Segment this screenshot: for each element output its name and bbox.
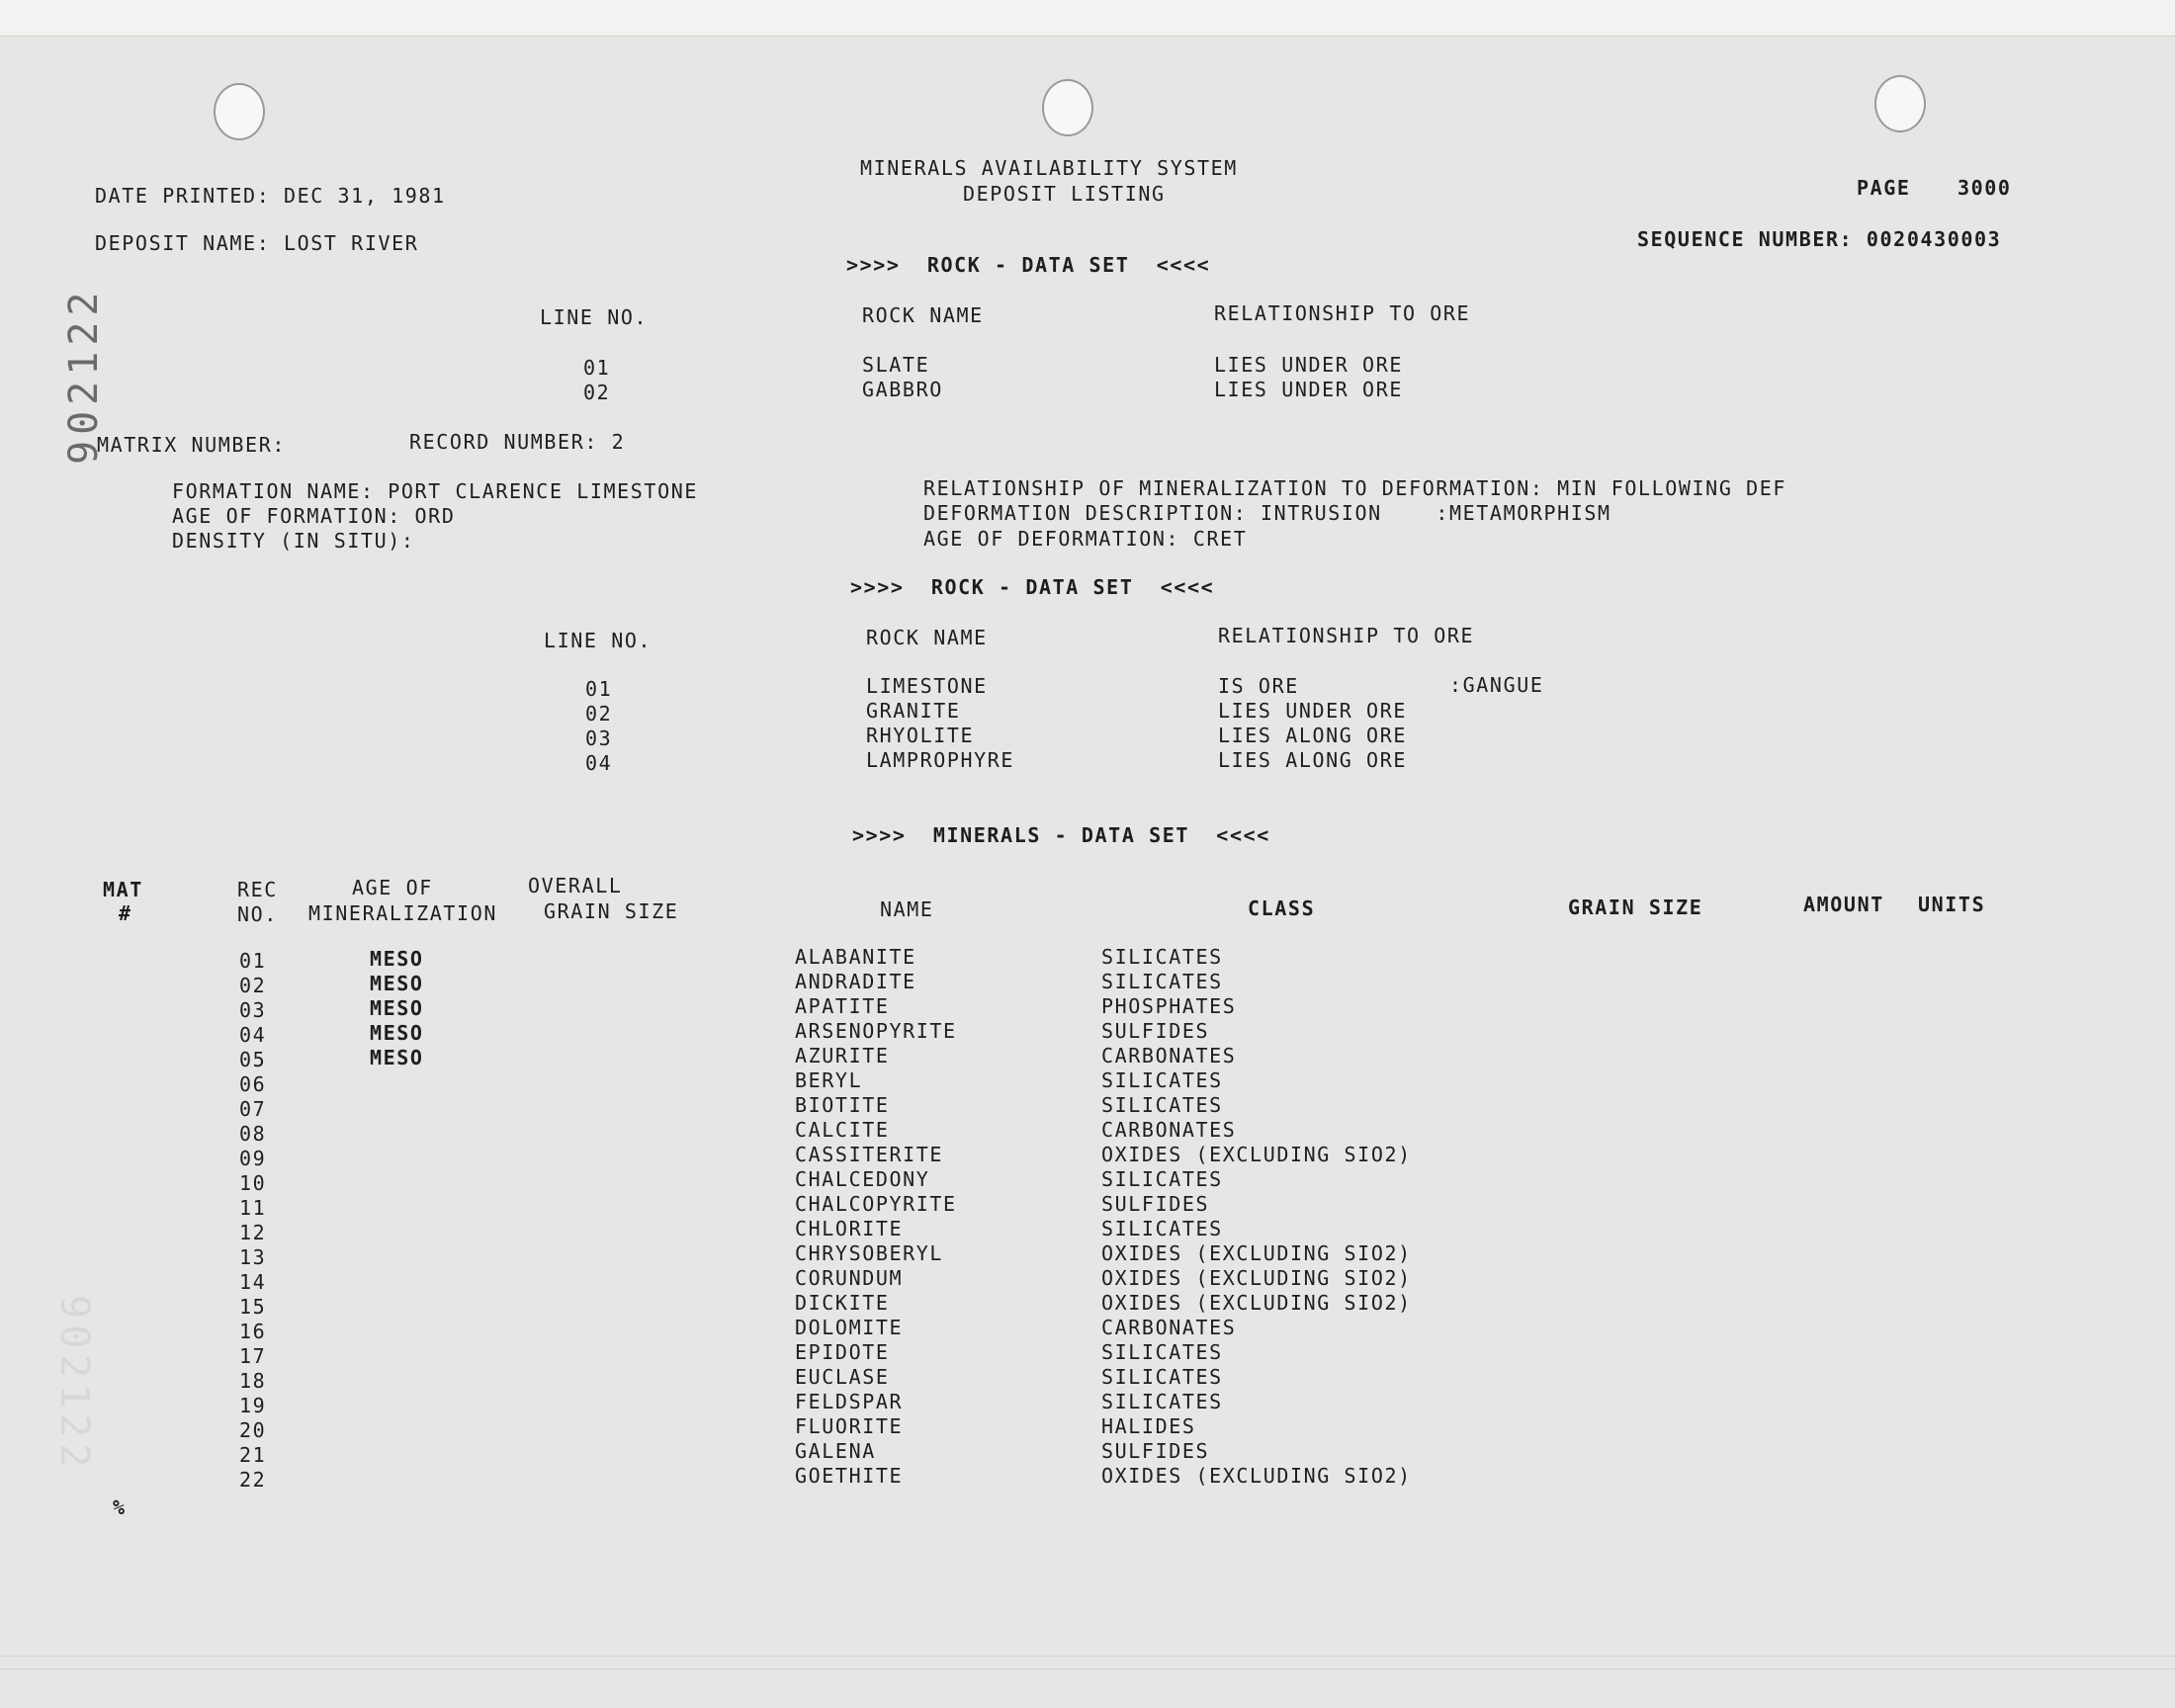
side-stamp: 902122 <box>61 286 107 465</box>
col-units: UNITS <box>1918 893 1986 916</box>
deformation-description: DEFORMATION DESCRIPTION: INTRUSION :METAMORPHISM <box>923 501 1611 525</box>
col-mat-hash: # <box>119 901 132 925</box>
mineral-class: SILICATES <box>1101 1167 1223 1191</box>
mineral-rec: 06 <box>239 1072 267 1096</box>
mineral-rec: 16 <box>239 1320 267 1343</box>
mineral-age <box>370 1219 424 1243</box>
mineral-name: ALABANITE <box>795 945 916 969</box>
mineral-name: ANDRADITE <box>795 970 916 993</box>
mineral-class: OXIDES (EXCLUDING SIO2) <box>1101 1241 1412 1265</box>
mineral-age <box>370 1243 424 1268</box>
mineral-rec: 18 <box>239 1369 267 1393</box>
rock-name: SLATE <box>862 353 930 377</box>
footer-mark: % <box>113 1495 127 1519</box>
mineral-rec: 03 <box>239 998 267 1022</box>
mineral-name: APATITE <box>795 994 890 1018</box>
mineral-class: SILICATES <box>1101 1068 1223 1092</box>
mineral-age <box>370 1293 424 1318</box>
mineral-class: SULFIDES <box>1101 1439 1210 1463</box>
name-column <box>795 945 957 1489</box>
mineral-rec: 22 <box>239 1468 267 1492</box>
mineral-rec: 19 <box>239 1394 267 1417</box>
col-class: CLASS <box>1248 897 1316 920</box>
mineral-age: MESO <box>370 1021 424 1045</box>
col-line-no: LINE NO. <box>544 629 652 652</box>
deposit-name: DEPOSIT NAME: LOST RIVER <box>95 231 419 255</box>
fold-line <box>0 1656 2175 1657</box>
rock-set-title: >>>> ROCK - DATA SET <<<< <box>850 575 1215 599</box>
rock-line: 02 <box>585 702 613 726</box>
mineral-class: SULFIDES <box>1101 1192 1210 1216</box>
mineral-name: DICKITE <box>795 1291 890 1315</box>
mineral-class: SILICATES <box>1101 970 1223 993</box>
rock-name: LIMESTONE <box>866 674 988 698</box>
mineral-age <box>370 1342 424 1367</box>
mineral-name: CORUNDUM <box>795 1266 904 1290</box>
mineral-name: ARSENOPYRITE <box>795 1019 957 1043</box>
mineral-name: CHALCEDONY <box>795 1167 930 1191</box>
mineral-class: SILICATES <box>1101 1217 1223 1240</box>
rock-relationship: LIES ALONG ORE <box>1218 724 1407 747</box>
rock-line: 01 <box>585 677 613 701</box>
mineral-name: BIOTITE <box>795 1093 890 1117</box>
col-rock-name: ROCK NAME <box>866 626 988 649</box>
mineral-rec: 05 <box>239 1048 267 1071</box>
mineral-age <box>370 1318 424 1342</box>
mineral-class: OXIDES (EXCLUDING SIO2) <box>1101 1143 1412 1166</box>
density: DENSITY (IN SITU): <box>172 529 415 553</box>
mineral-class: OXIDES (EXCLUDING SIO2) <box>1101 1291 1412 1315</box>
rock-relationship: IS ORE <box>1218 674 1299 698</box>
mineral-rec: 02 <box>239 974 267 997</box>
rock-relationship-extra: :GANGUE <box>1449 673 1544 697</box>
mineral-age <box>370 1169 424 1194</box>
mineral-class: HALIDES <box>1101 1414 1196 1438</box>
mineral-name: AZURITE <box>795 1044 890 1068</box>
mineral-name: CHALCOPYRITE <box>795 1192 957 1216</box>
sequence-number: SEQUENCE NUMBER: 0020430003 <box>1637 227 2002 251</box>
mineral-age <box>370 1070 424 1095</box>
col-age: AGE OF <box>352 876 433 899</box>
mineral-rec: 13 <box>239 1245 267 1269</box>
rock-line: 01 <box>583 356 611 380</box>
mineral-rec: 11 <box>239 1196 267 1220</box>
formation-name: FORMATION NAME: PORT CLARENCE LIMESTONE <box>172 479 698 503</box>
mineral-name: GOETHITE <box>795 1464 904 1488</box>
mineral-rec: 04 <box>239 1023 267 1047</box>
mineral-age: MESO <box>370 947 424 971</box>
fold-line <box>0 1668 2175 1669</box>
mineral-name: FLUORITE <box>795 1414 904 1438</box>
page-label: PAGE <box>1857 176 1911 200</box>
mineral-age <box>370 1120 424 1145</box>
mineral-rec: 17 <box>239 1344 267 1368</box>
rock-name: LAMPROPHYRE <box>866 748 1015 772</box>
mineral-class: CARBONATES <box>1101 1118 1237 1142</box>
system-title: MINERALS AVAILABILITY SYSTEM <box>860 156 1238 180</box>
mineral-rec: 21 <box>239 1443 267 1467</box>
mineral-age <box>370 1095 424 1120</box>
mineral-age: MESO <box>370 1046 424 1069</box>
rock-name: RHYOLITE <box>866 724 975 747</box>
mineral-rec: 14 <box>239 1270 267 1294</box>
binder-hole <box>1042 79 1093 136</box>
ghost-stamp: 902122 <box>51 1295 97 1474</box>
age-of-deformation: AGE OF DEFORMATION: CRET <box>923 527 1248 551</box>
listing-title: DEPOSIT LISTING <box>963 182 1166 206</box>
rock-relationship: LIES UNDER ORE <box>1214 378 1403 401</box>
mineral-class: SILICATES <box>1101 945 1223 969</box>
mineralization-relationship: RELATIONSHIP OF MINERALIZATION TO DEFORMATION: MIN FOLLOWING DEF <box>923 476 1787 500</box>
mineral-class: OXIDES (EXCLUDING SIO2) <box>1101 1266 1412 1290</box>
mineral-class: SULFIDES <box>1101 1019 1210 1043</box>
mineral-name: EPIDOTE <box>795 1340 890 1364</box>
col-overall-grain-size: GRAIN SIZE <box>544 899 679 923</box>
mineral-name: DOLOMITE <box>795 1316 904 1339</box>
mineral-name: CHLORITE <box>795 1217 904 1240</box>
mineral-class: SILICATES <box>1101 1340 1223 1364</box>
rock-relationship: LIES UNDER ORE <box>1218 699 1407 723</box>
mineral-age <box>370 1441 424 1466</box>
mineral-class: PHOSPHATES <box>1101 994 1237 1018</box>
mineral-class: CARBONATES <box>1101 1316 1237 1339</box>
mineral-class: OXIDES (EXCLUDING SIO2) <box>1101 1464 1412 1488</box>
date-printed: DATE PRINTED: DEC 31, 1981 <box>95 184 446 208</box>
mineral-age <box>370 1268 424 1293</box>
mineral-age <box>370 1145 424 1169</box>
mineral-class: CARBONATES <box>1101 1044 1237 1068</box>
mineral-rec: 07 <box>239 1097 267 1121</box>
mineral-name: CASSITERITE <box>795 1143 944 1166</box>
mineral-age <box>370 1466 424 1491</box>
col-age-mineralization: MINERALIZATION <box>308 901 497 925</box>
col-rec-no: NO. <box>237 902 278 926</box>
mineral-name: CALCITE <box>795 1118 890 1142</box>
col-name: NAME <box>880 897 934 921</box>
mineral-class: SILICATES <box>1101 1365 1223 1389</box>
class-column <box>1101 945 1412 1489</box>
rec-column <box>239 949 266 1493</box>
age-of-formation: AGE OF FORMATION: ORD <box>172 504 456 528</box>
col-rec: REC <box>237 878 278 901</box>
minerals-set-title: >>>> MINERALS - DATA SET <<<< <box>852 823 1270 847</box>
mineral-name: GALENA <box>795 1439 876 1463</box>
mineral-name: BERYL <box>795 1068 863 1092</box>
mineral-name: CHRYSOBERYL <box>795 1241 944 1265</box>
mineral-rec: 09 <box>239 1147 267 1170</box>
rock-line: 04 <box>585 751 613 775</box>
col-line-no: LINE NO. <box>540 305 649 329</box>
mineral-rec: 15 <box>239 1295 267 1319</box>
mineral-rec: 08 <box>239 1122 267 1146</box>
rock-relationship: LIES ALONG ORE <box>1218 748 1407 772</box>
mineral-age <box>370 1367 424 1392</box>
mineral-rec: 12 <box>239 1221 267 1244</box>
rock-name: GRANITE <box>866 699 961 723</box>
mineral-age <box>370 1392 424 1416</box>
col-relationship: RELATIONSHIP TO ORE <box>1214 301 1471 325</box>
mineral-name: FELDSPAR <box>795 1390 904 1413</box>
col-amount: AMOUNT <box>1803 893 1884 916</box>
mineral-age: MESO <box>370 972 424 995</box>
binder-hole <box>214 83 265 140</box>
mineral-name: EUCLASE <box>795 1365 890 1389</box>
age-column <box>370 947 424 1491</box>
col-relationship: RELATIONSHIP TO ORE <box>1218 624 1475 647</box>
binder-hole <box>1874 75 1926 132</box>
mineral-age <box>370 1194 424 1219</box>
mineral-class: SILICATES <box>1101 1390 1223 1413</box>
rock-name: GABBRO <box>862 378 943 401</box>
printout-sheet <box>0 36 2175 1708</box>
mineral-rec: 20 <box>239 1418 267 1442</box>
matrix-number: MATRIX NUMBER: <box>97 433 286 457</box>
col-mat: MAT <box>103 878 143 901</box>
mineral-age: MESO <box>370 996 424 1020</box>
col-rock-name: ROCK NAME <box>862 303 984 327</box>
rock-relationship: LIES UNDER ORE <box>1214 353 1403 377</box>
rock-line: 02 <box>583 381 611 404</box>
col-grain-size: GRAIN SIZE <box>1568 896 1703 919</box>
mineral-rec: 01 <box>239 949 267 973</box>
mineral-rec: 10 <box>239 1171 267 1195</box>
rock-set-title: >>>> ROCK - DATA SET <<<< <box>846 253 1211 277</box>
mineral-age <box>370 1416 424 1441</box>
mineral-class: SILICATES <box>1101 1093 1223 1117</box>
page-number: 3000 <box>1958 176 2012 200</box>
record-number: RECORD NUMBER: 2 <box>409 430 626 454</box>
col-overall: OVERALL <box>528 874 623 897</box>
rock-line: 03 <box>585 726 613 750</box>
